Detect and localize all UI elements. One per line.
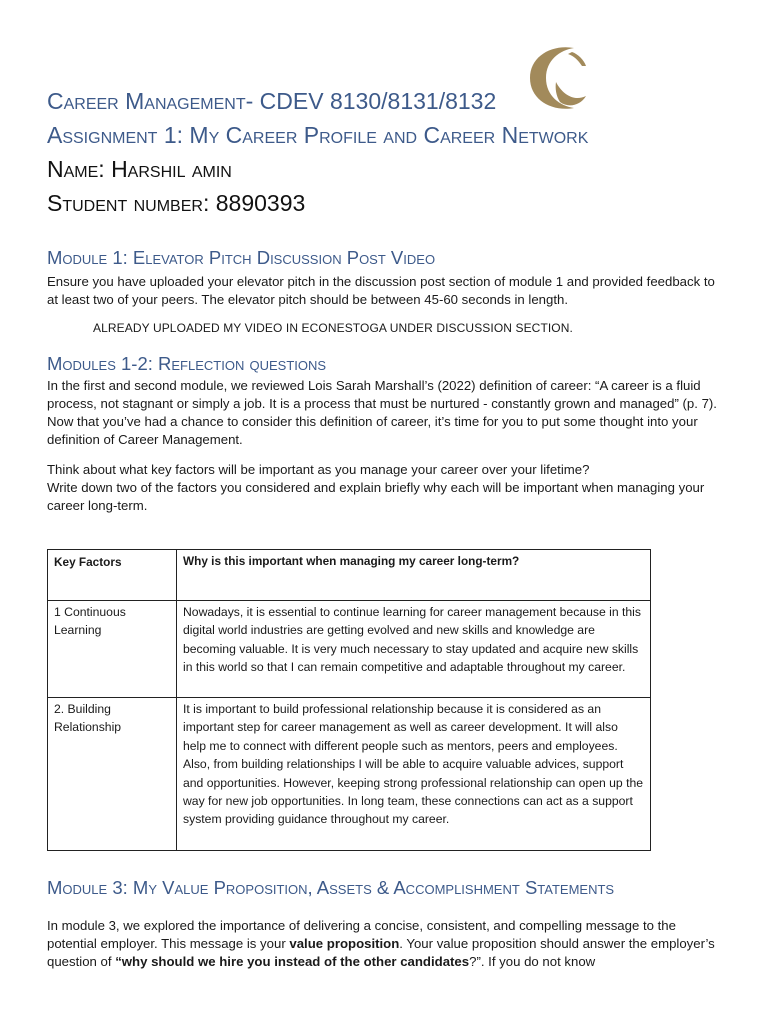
course-title: Career Management- CDEV 8130/8131/8132 [47,88,497,114]
assignment-title: Assignment 1: My Career Profile and Career Network [47,122,589,148]
module2-question-2: Write down two of the factors you considered and explain briefly why each will be important when managing your career long-term. [47,480,705,513]
module1-heading: Module 1: Elevator Pitch Discussion Post Video [47,247,436,268]
module1-response: ALREADY UPLOADED MY VIDEO IN ECONESTOGA UNDER DISCUSSION SECTION. [93,321,573,335]
module3-text-2: . Your value proposition should answer the employer’s question of [47,936,715,969]
student-number-label: Student number: [47,190,216,216]
module3-text-3: ?”. If you do not know [469,954,596,969]
table-cell-factor: 1 Continuous Learning [48,601,177,698]
module2-question-1: Think about what key factors will be important as you manage your career over your lifetime? [47,462,590,477]
table-cell-reason: It is important to build professional relationship because it is considered as an important step for career management as well as career development. It will also help me to connect with different people such as mentors, peers and employees. Also, from building relationships I will be able to acquire valuable advices, support and opportunities. However, keeping strong professional relationship can open up the way for new job opportunities. In long team, these connections can act as a support system providing guidance throughout my career. [177,698,651,851]
key-factors-table [47,549,651,851]
table-cell-factor: 2. Building Relationship [48,698,177,851]
table-header-cell: Key Factors [48,550,177,601]
student-number-value: 8890393 [215,190,306,216]
module3-heading: Module 3: My Value Proposition, Assets & Accomplishment Statements [47,877,615,898]
employer-question: “why should we hire you instead of the other candidates [115,954,470,969]
value-proposition-term: value proposition [289,936,400,951]
table-header-cell: Why is this important when managing my career long-term? [177,550,651,601]
name-label: Name: [47,156,112,182]
table-row [48,698,651,851]
table-row [48,601,651,698]
module2-heading: Modules 1-2: Reflection questions [47,353,327,374]
college-c-logo-icon [522,42,588,114]
module2-intro: In the first and second module, we reviewed Lois Sarah Marshall’s (2022) definition of career: “A career is a fluid process, not stagnant or simply a job. It is a process that must be nurtured - constantly grown and managed” (p. 7). Now that you’ve had a chance to consider this definition of career, it’s time for you to put some thought into your definition of Career Management. [47,378,717,447]
name-value: Harshil amin [111,156,232,182]
table-cell-reason: Nowadays, it is essential to continue learning for career management because in this digital world industries are getting evolved and new skills and knowledge are becoming valuable. It is very much necessary to stay updated and acquire new skills in this world so that I can remain competitive and adaptable throughout my career. [177,601,651,698]
module3-text-1: In module 3, we explored the importance of delivering a concise, consistent, and compelling message to the potential employer. This message is your [47,918,676,951]
student-name-line [47,156,232,183]
table-header-row [48,550,651,601]
module2-questions [47,461,727,515]
module1-instructions: Ensure you have uploaded your elevator pitch in the discussion post section of module 1 and provided feedback to at least two of your peers. The elevator pitch should be between 45-60 seconds in length. [47,274,715,307]
module3-paragraph [47,917,727,971]
student-number-line [47,190,305,217]
